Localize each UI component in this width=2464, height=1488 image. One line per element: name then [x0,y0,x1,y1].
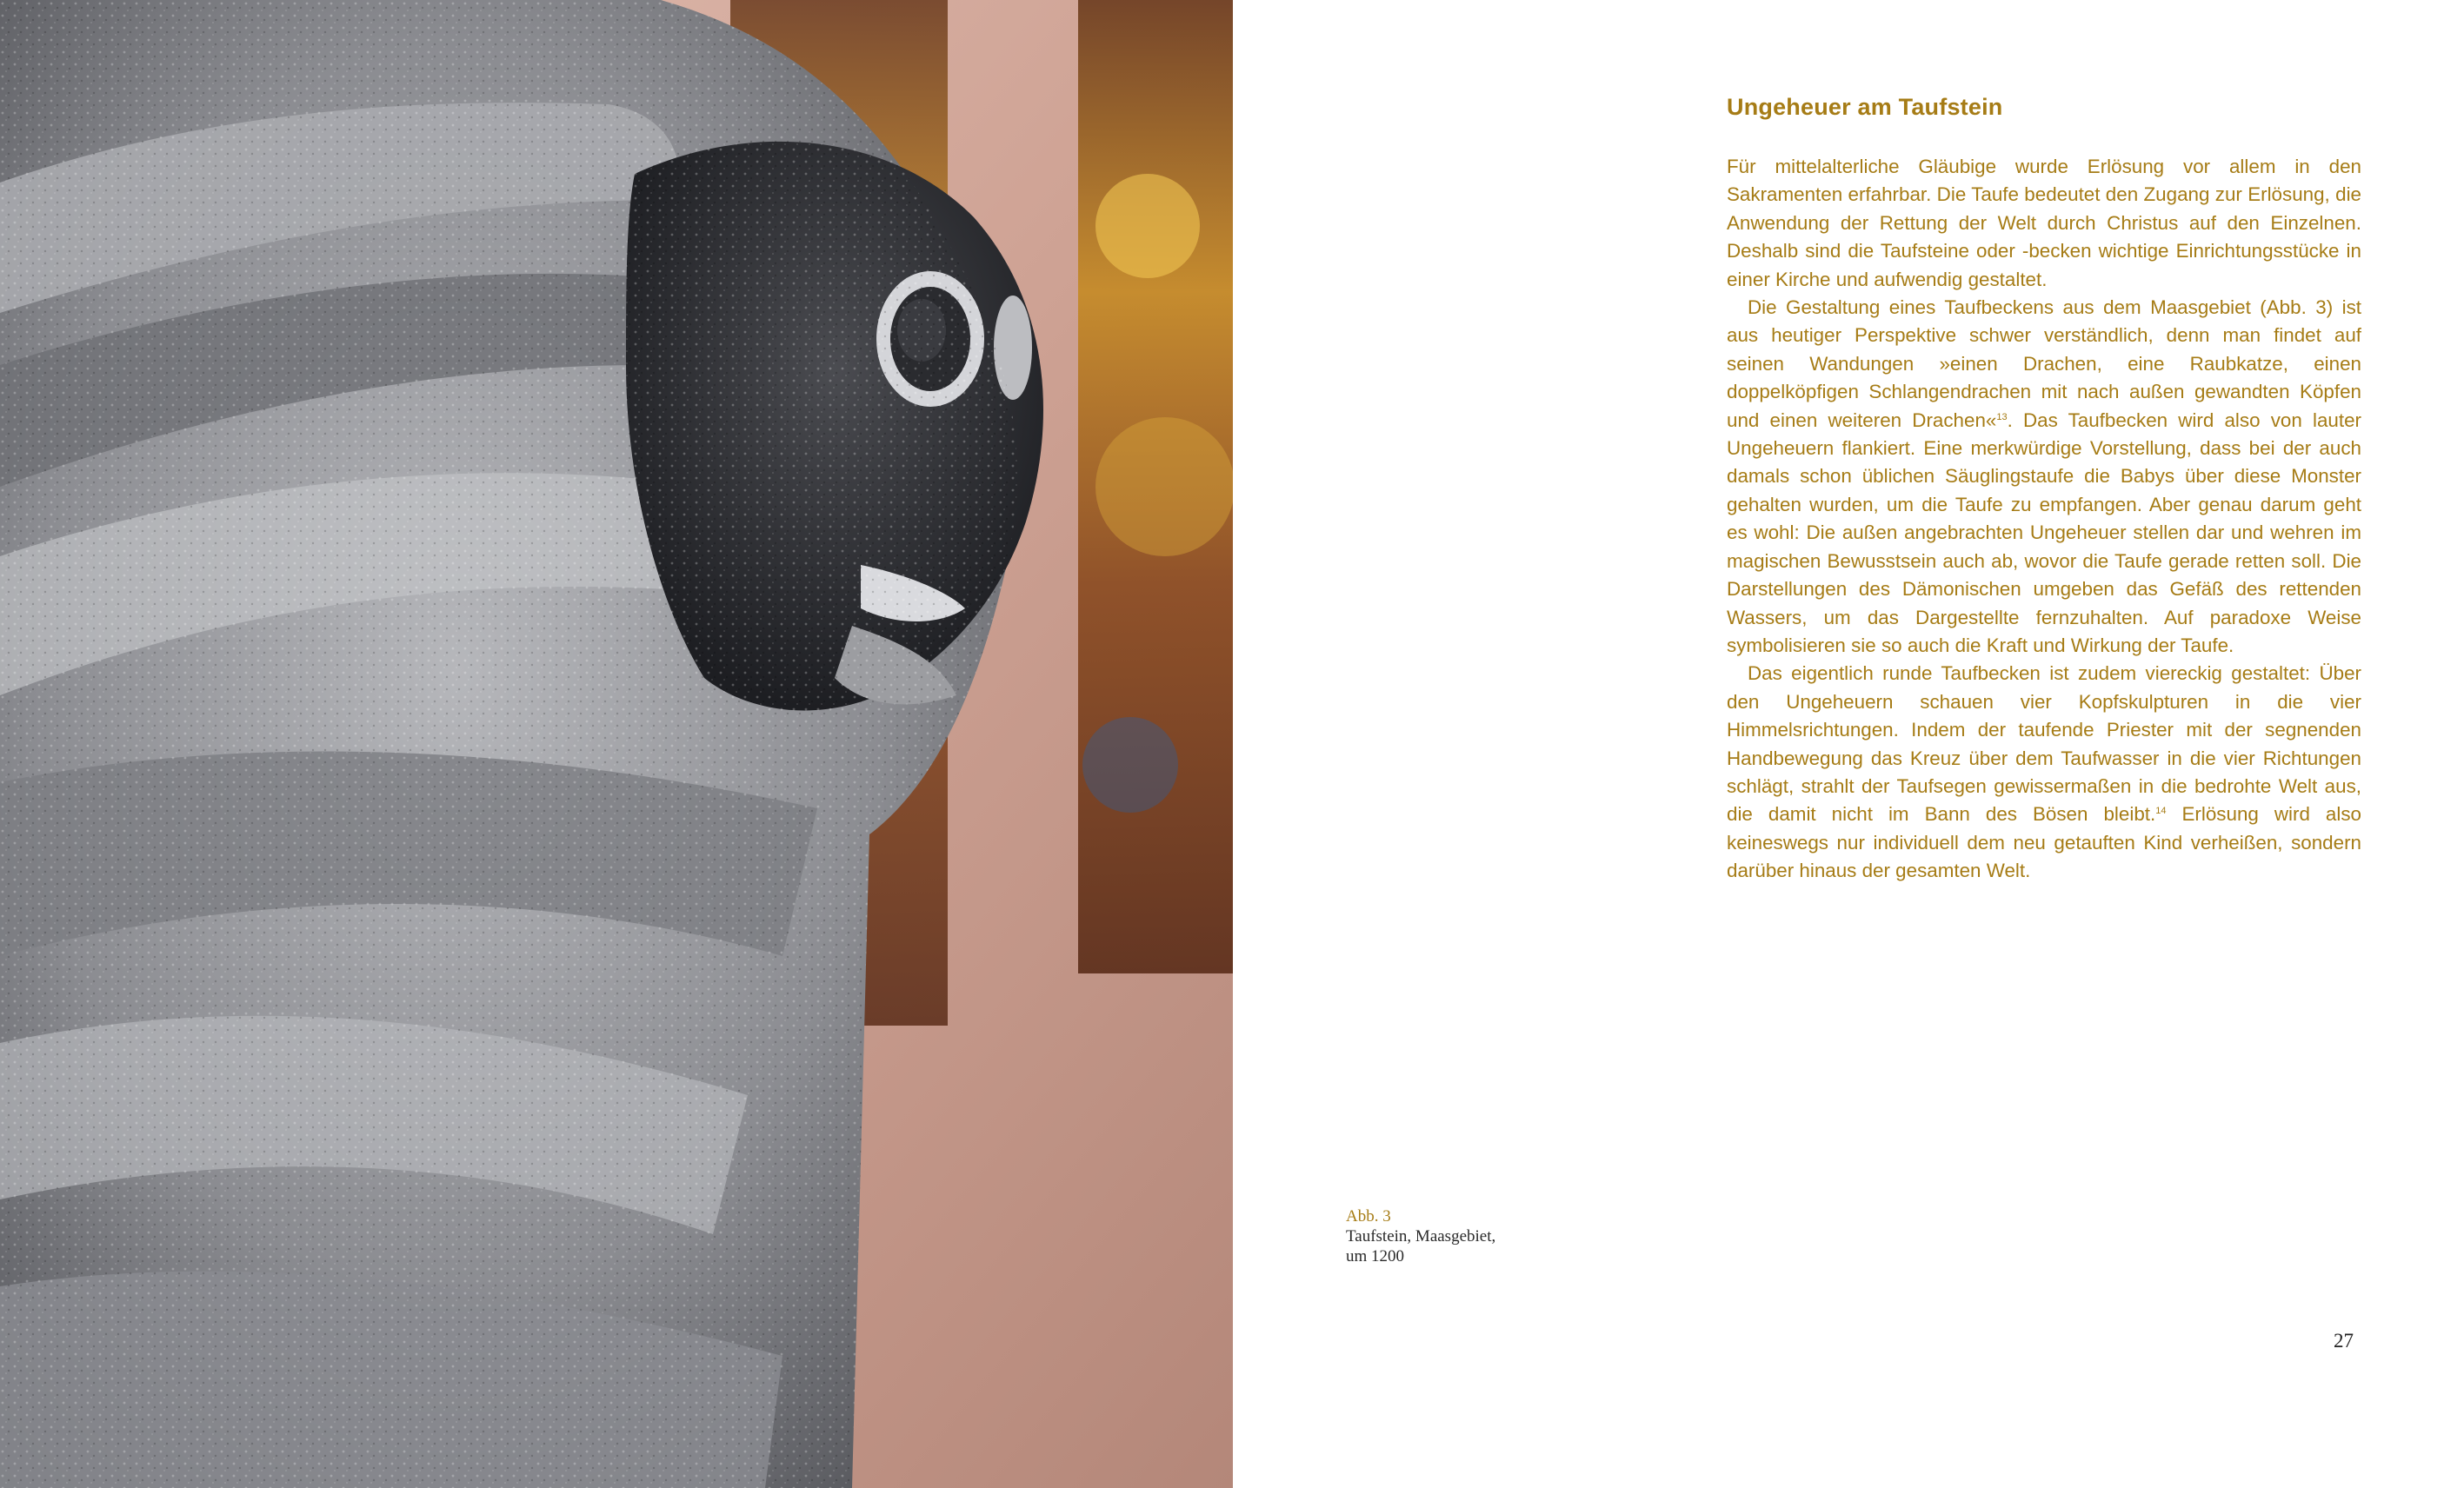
figure-caption [1346,1206,1572,1266]
paragraph-1-text: Für mittelalterliche Gläubige wurde Erlösung vor allem in den Sakramenten erfahrbar. Die Taufe bedeutet den Zugang zur Erlösung, die Anwendung der Rettung der Welt durch Christus auf den Einzelnen. Deshalb sind die Taufsteine oder -becken wichtige Einrichtungsstücke in einer Kirche und aufwendig gestaltet. [1727,156,2361,290]
paragraph-2-text-before: Die Gestaltung eines Taufbeckens aus dem Maasgebiet (Abb. 3) ist aus heutiger Perspektive schwer verständlich, denn man findet auf seinen Wandungen »einen Drachen, eine Raubkatze, einen doppelköpfigen Schlangendrachen mit nach außen gewandten Köpfen und einen weiteren Drachen« [1727,296,2361,431]
footnote-13: 13 [1996,411,2008,422]
paragraph-3 [1727,660,2361,885]
paragraph-1 [1727,153,2361,294]
paragraph-2 [1727,294,2361,660]
caption-label: Abb. 3 [1346,1207,1391,1226]
paragraph-3-text-after: Erlösung wird also keineswegs nur individuell dem neu getauften Kind verheißen, sondern darüber hinaus der gesamten Welt. [1727,803,2361,882]
caption-line-2: um 1200 [1346,1247,1405,1265]
paragraph-2-text-after: . Das Taufbecken wird also von lauter Ungeheuern flankiert. Eine merkwürdige Vorstellung, dass bei der auch damals schon üblichen Säuglingstaufe die Babys über diese Monster gehalten wurden, um die Taufe zu empfangen. Aber genau darum geht es wohl: Die außen angebrachten Ungeheuer stellen dar und wehren im magischen Bewusstsein auch ab, wovor die Taufe gerade retten soll. Die Darstellungen des Dämonischen umgeben das Gefäß des rettenden Wassers, um das Dargestellte fernzuhalten. Auf paradoxe Weise symbolisieren sie so auch die Kraft und Wirkung der Taufe. [1727,409,2361,656]
text-page [1233,0,2464,1488]
page-number: 27 [2334,1330,2354,1352]
footnote-14: 14 [2155,806,2167,817]
caption-line-1: Taufstein, Maasgebiet, [1346,1227,1496,1246]
paragraph-3-text-before: Das eigentlich runde Taufbecken ist zudem viereckig gestaltet: Über den Ungeheuern schauen vier Kopfskulpturen in die vier Himmelsrichtungen. Indem der taufende Priester mit der segnenden Handbewegung das Kreuz über dem Taufwasser in die vier Richtungen schlägt, strahlt der Taufsegen gewissermaßen in die bedrohte Welt aus, die damit nicht im Bann des Bösen bleibt. [1727,662,2361,826]
article-body [1727,153,2361,886]
article-heading: Ungeheuer am Taufstein [1727,94,2003,120]
